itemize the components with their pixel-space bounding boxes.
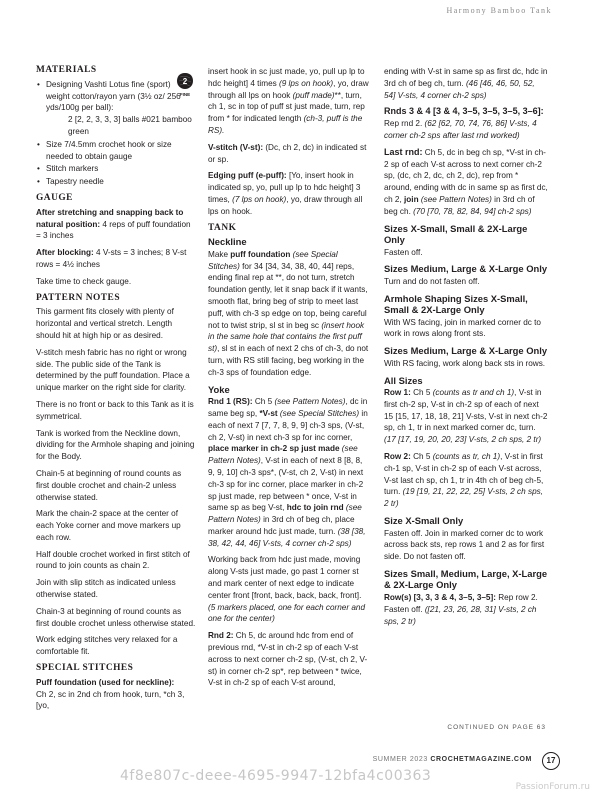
pattern-note: Mark the chain-2 space at the center of each Yoke corner and move markers up each row. <box>36 509 181 542</box>
pattern-note: Tank is worked from the Neckline down, dividing for the Armhole shaping and joining for the Body. <box>36 428 195 462</box>
running-header: Harmony Bamboo Tank <box>446 6 552 15</box>
yoke-round-1: Rnd 1 (RS): Ch 5 (see Pattern Notes), dc in same beg sp, *V-st (see Special Stitches) in each of next 7 [7, 7, 8, 9, 9] ch-3 sps, (V-st, ch 2, V-st) in next ch-3 sp for inc corner, place marker in ch-2 sp just made (see Pattern Notes), V-st in each of next 8 [8, 8, 9, 9, 10] ch-3 sps*, (V-st, ch 2, V-st) in next ch-3 sp for inc corner, place marker in ch-2 sp just made, rep between * once, V-st in same sp as beg V-st, hdc to join rnd (see Pattern Notes) in 3rd ch of beg ch, place marker around hdc just made, turn. (38 [38, 38, 42, 44, 46] V-sts, 4 corner ch-2 sps) <box>208 397 368 548</box>
yoke-round-2-continued: ending with V-st in same sp as first dc, hdc in 3rd ch of beg ch, turn. (46 [46, 46, 50, 52, 54] V-sts, 4 corner ch-2 sps) <box>384 67 548 100</box>
pattern-note: Chain-3 at beginning of round counts as first double crochet unless otherwise stated. <box>36 606 196 628</box>
watermark-id: 4f8e807c-deee-4695-9947-12bfa4c00363 <box>120 768 432 784</box>
armhole-row-2: Row 2: Ch 5 (counts as tr, ch 1), V-st in first ch-1 sp, V-st in ch-2 sp of each V-st across, V-st last ch sp, ch 1, tr in 4th ch of beg ch-5, turn. (19 [19, 21, 22, 22, 25] V-sts, 2 ch sps, 2 tr) <box>384 452 544 509</box>
yarn-weight-number: 2 <box>182 77 188 86</box>
sizes-text: With RS facing, work along back sts in rows. <box>384 358 546 368</box>
tank-heading: TANK <box>208 222 237 233</box>
puff-foundation-heading: Puff foundation (used for neckline): <box>36 677 175 687</box>
pattern-note: This garment fits closely with plenty of horizontal and vertical stretch. Length should hit at high hip or as desired. <box>36 307 174 340</box>
sizes-heading: Sizes Medium, Large & X-Large Only <box>384 345 548 357</box>
column-3 <box>384 66 548 632</box>
sizes-text: Turn and do not fasten off. <box>384 276 480 286</box>
gauge-paragraph: Take time to check gauge. <box>36 276 132 286</box>
yarn-amount: 2 [2, 2, 3, 3, 3] balls #021 bamboo green <box>68 115 192 136</box>
materials-item: • Designing Vashti Lotus fine (sport) weight cotton/rayon yarn (3½ oz/ 256 yds/100g per ball): 2 [2, 2, 3, 3, 3] balls #021 bamboo green <box>36 79 196 138</box>
yarn-weight-label: FINE <box>179 92 191 97</box>
special-stitches-heading: SPECIAL STITCHES <box>36 663 134 674</box>
sizes-heading: Sizes X-Small, Small & 2X-Large Only <box>384 222 528 246</box>
page-number: 17 <box>542 752 560 770</box>
yoke-heading: Yoke <box>208 383 230 395</box>
armhole-row-1: Row 1: Ch 5 (counts as tr and ch 1), V-st in first ch-2 sp, V-st in ch-2 sp of each of next 15 [15, 17, 18, 18, 21] V-sts, V-st in next ch-2 sp, ch 1, tr in next marked corner dc, turn. (17 [17, 19, 20, 20, 23] V-sts, 2 ch sps, 2 tr) <box>384 388 548 445</box>
column-2 <box>208 66 370 694</box>
gauge-paragraph: After blocking: 4 V-sts = 3 inches; 8 V-st rows = 4½ inches <box>36 248 187 269</box>
neckline-heading: Neckline <box>208 236 247 248</box>
issue-label: SUMMER 2023 <box>372 756 428 763</box>
size-xs-text: Fasten off. Join in marked corner dc to work across back sts, rep rows 1 and 2 as for first side. Do not fasten off. <box>384 528 545 562</box>
materials-item: • Stitch markers <box>36 163 196 175</box>
sizes-rows-text: Row(s) [3, 3, 3 & 4, 3–5, 3–5]: Rep row 2. Fasten off. ([21, 23, 26, 28, 31] V-sts, 2 ch sps, 2 tr) <box>384 592 538 626</box>
pattern-note: Chain-5 at beginning of round counts as first double crochet and chain-2 unless otherwise stated. <box>36 468 182 502</box>
gauge-heading: GAUGE <box>36 192 73 203</box>
pattern-note: Join with slip stitch as indicated unless otherwise stated. <box>36 578 176 600</box>
site-label: CROCHETMAGAZINE.COM <box>430 756 532 763</box>
pattern-note: Half double crochet worked in first stitch of round to join counts as chain 2. <box>36 549 190 571</box>
materials-heading: MATERIALS <box>36 65 97 75</box>
footer-text <box>373 756 532 763</box>
materials-item: • Tapestry needle <box>36 176 196 188</box>
all-sizes-heading: All Sizes <box>384 374 423 386</box>
v-stitch-definition: V-stitch (V-st): (Dc, ch 2, dc) in indicated st or sp. <box>208 142 367 164</box>
sizes-heading: Sizes Medium, Large & X-Large Only <box>384 263 548 275</box>
armhole-shaping-heading: Armhole Shaping Sizes X-Small, Small & 2X-Large Only <box>384 292 528 316</box>
materials-item: • Size 7/4.5mm crochet hook or size needed to obtain gauge <box>36 139 196 163</box>
pattern-notes-heading: PATTERN NOTES <box>36 292 121 303</box>
puff-foundation-continued: insert hook in sc just made, yo, pull up lp to hdc height] 4 times (9 lps on hook), yo, draw through all lps on hook (puff made)**, turn, ch 1, sc in top of puff st just made, turn, rep from * for indicated length (ch-3, puff is the RS). <box>208 67 369 135</box>
materials-list <box>36 79 196 188</box>
column-1 <box>36 62 196 717</box>
pattern-note: Work edging stitches very relaxed for a comfortable fit. <box>36 635 178 657</box>
yoke-marker-note: Working back from hdc just made, moving along V-sts just made, go past 1 corner st and mark center of next edge to indicate center front [front, back, back, back, front]. (5 markers placed, one for each corner and one for the center) <box>208 555 366 624</box>
sizes-heading: Sizes Small, Medium, Large, X-Large & 2X-Large Only <box>384 567 548 591</box>
watermark-site: PassionForum.ru <box>515 782 590 792</box>
puff-foundation-text: Ch 2, sc in 2nd ch from hook, turn, *ch 3, [yo, <box>36 689 185 711</box>
pattern-note: There is no front or back to this Tank as it is symmetrical. <box>36 399 194 421</box>
pattern-note: V-stitch mesh fabric has no right or wrong side. The public side of the Tank is determined by the puff foundation. Place a unique marker on the right side for clarity. <box>36 347 190 393</box>
yoke-last-round: Last rnd: Ch 5, dc in beg ch sp, *V-st in ch-2 sp of each V-st across to next corner ch-2 sp, (dc, ch 2, dc, ch 2, dc), rep from * around, ending with dc in same sp as first dc, ch 2, join (see Pattern Notes) in 3rd ch of beg ch. (70 [70, 78, 82, 84, 94] ch-2 sps) <box>384 146 548 216</box>
edging-puff-definition: Edging puff (e-puff): [Yo, insert hook in indicated sp, yo, pull up lp to hdc height] 3 times, (7 lps on hook), yo, draw through all lps on hook. <box>208 171 363 216</box>
yoke-rounds-3-4: Rnds 3 & 4 [3 & 4, 3–5, 3–5, 3–5, 3–6]: Rep rnd 2. (62 [62, 70, 74, 76, 86] V-sts, 4 corner ch-2 sps after last rnd worked) <box>384 106 544 140</box>
continued-note: CONTINUED ON PAGE 63 <box>447 724 546 731</box>
yoke-round-2: Rnd 2: Ch 5, dc around hdc from end of previous rnd, *V-st in ch-2 sp of each V-st across to next corner ch-2 sp, (V-st, ch 2, V-st) in corner ch-2 sp*, rep between * twice, V-st in ch-2 sp of each V-st around, <box>208 631 368 688</box>
sizes-text: Fasten off. <box>384 247 423 257</box>
neckline-instructions: Make puff foundation (see Special Stitches) for 34 [34, 34, 38, 40, 44] reps, ending final rep at **, do not turn, stretch foundation gently, let it snap back if it wants, smooth flat, bring beg of strip to meet last puff, with ch-3 sp edge on top, being careful not to twist strip, sl st in beg sc (insert hook in the same hole that contains the first puff st), sl st in each of next 2 chs of ch-3, do not turn, with RS still facing, beg working in the ch-3 sps of foundation edge. <box>208 249 369 377</box>
armhole-text: With WS facing, join in marked corner dc to work in rows along front sts. <box>384 317 541 339</box>
size-xs-heading: Size X-Small Only <box>384 515 464 527</box>
gauge-paragraph: After stretching and snapping back to natural position: 4 reps of puff foundation = 3 inches <box>36 207 191 241</box>
